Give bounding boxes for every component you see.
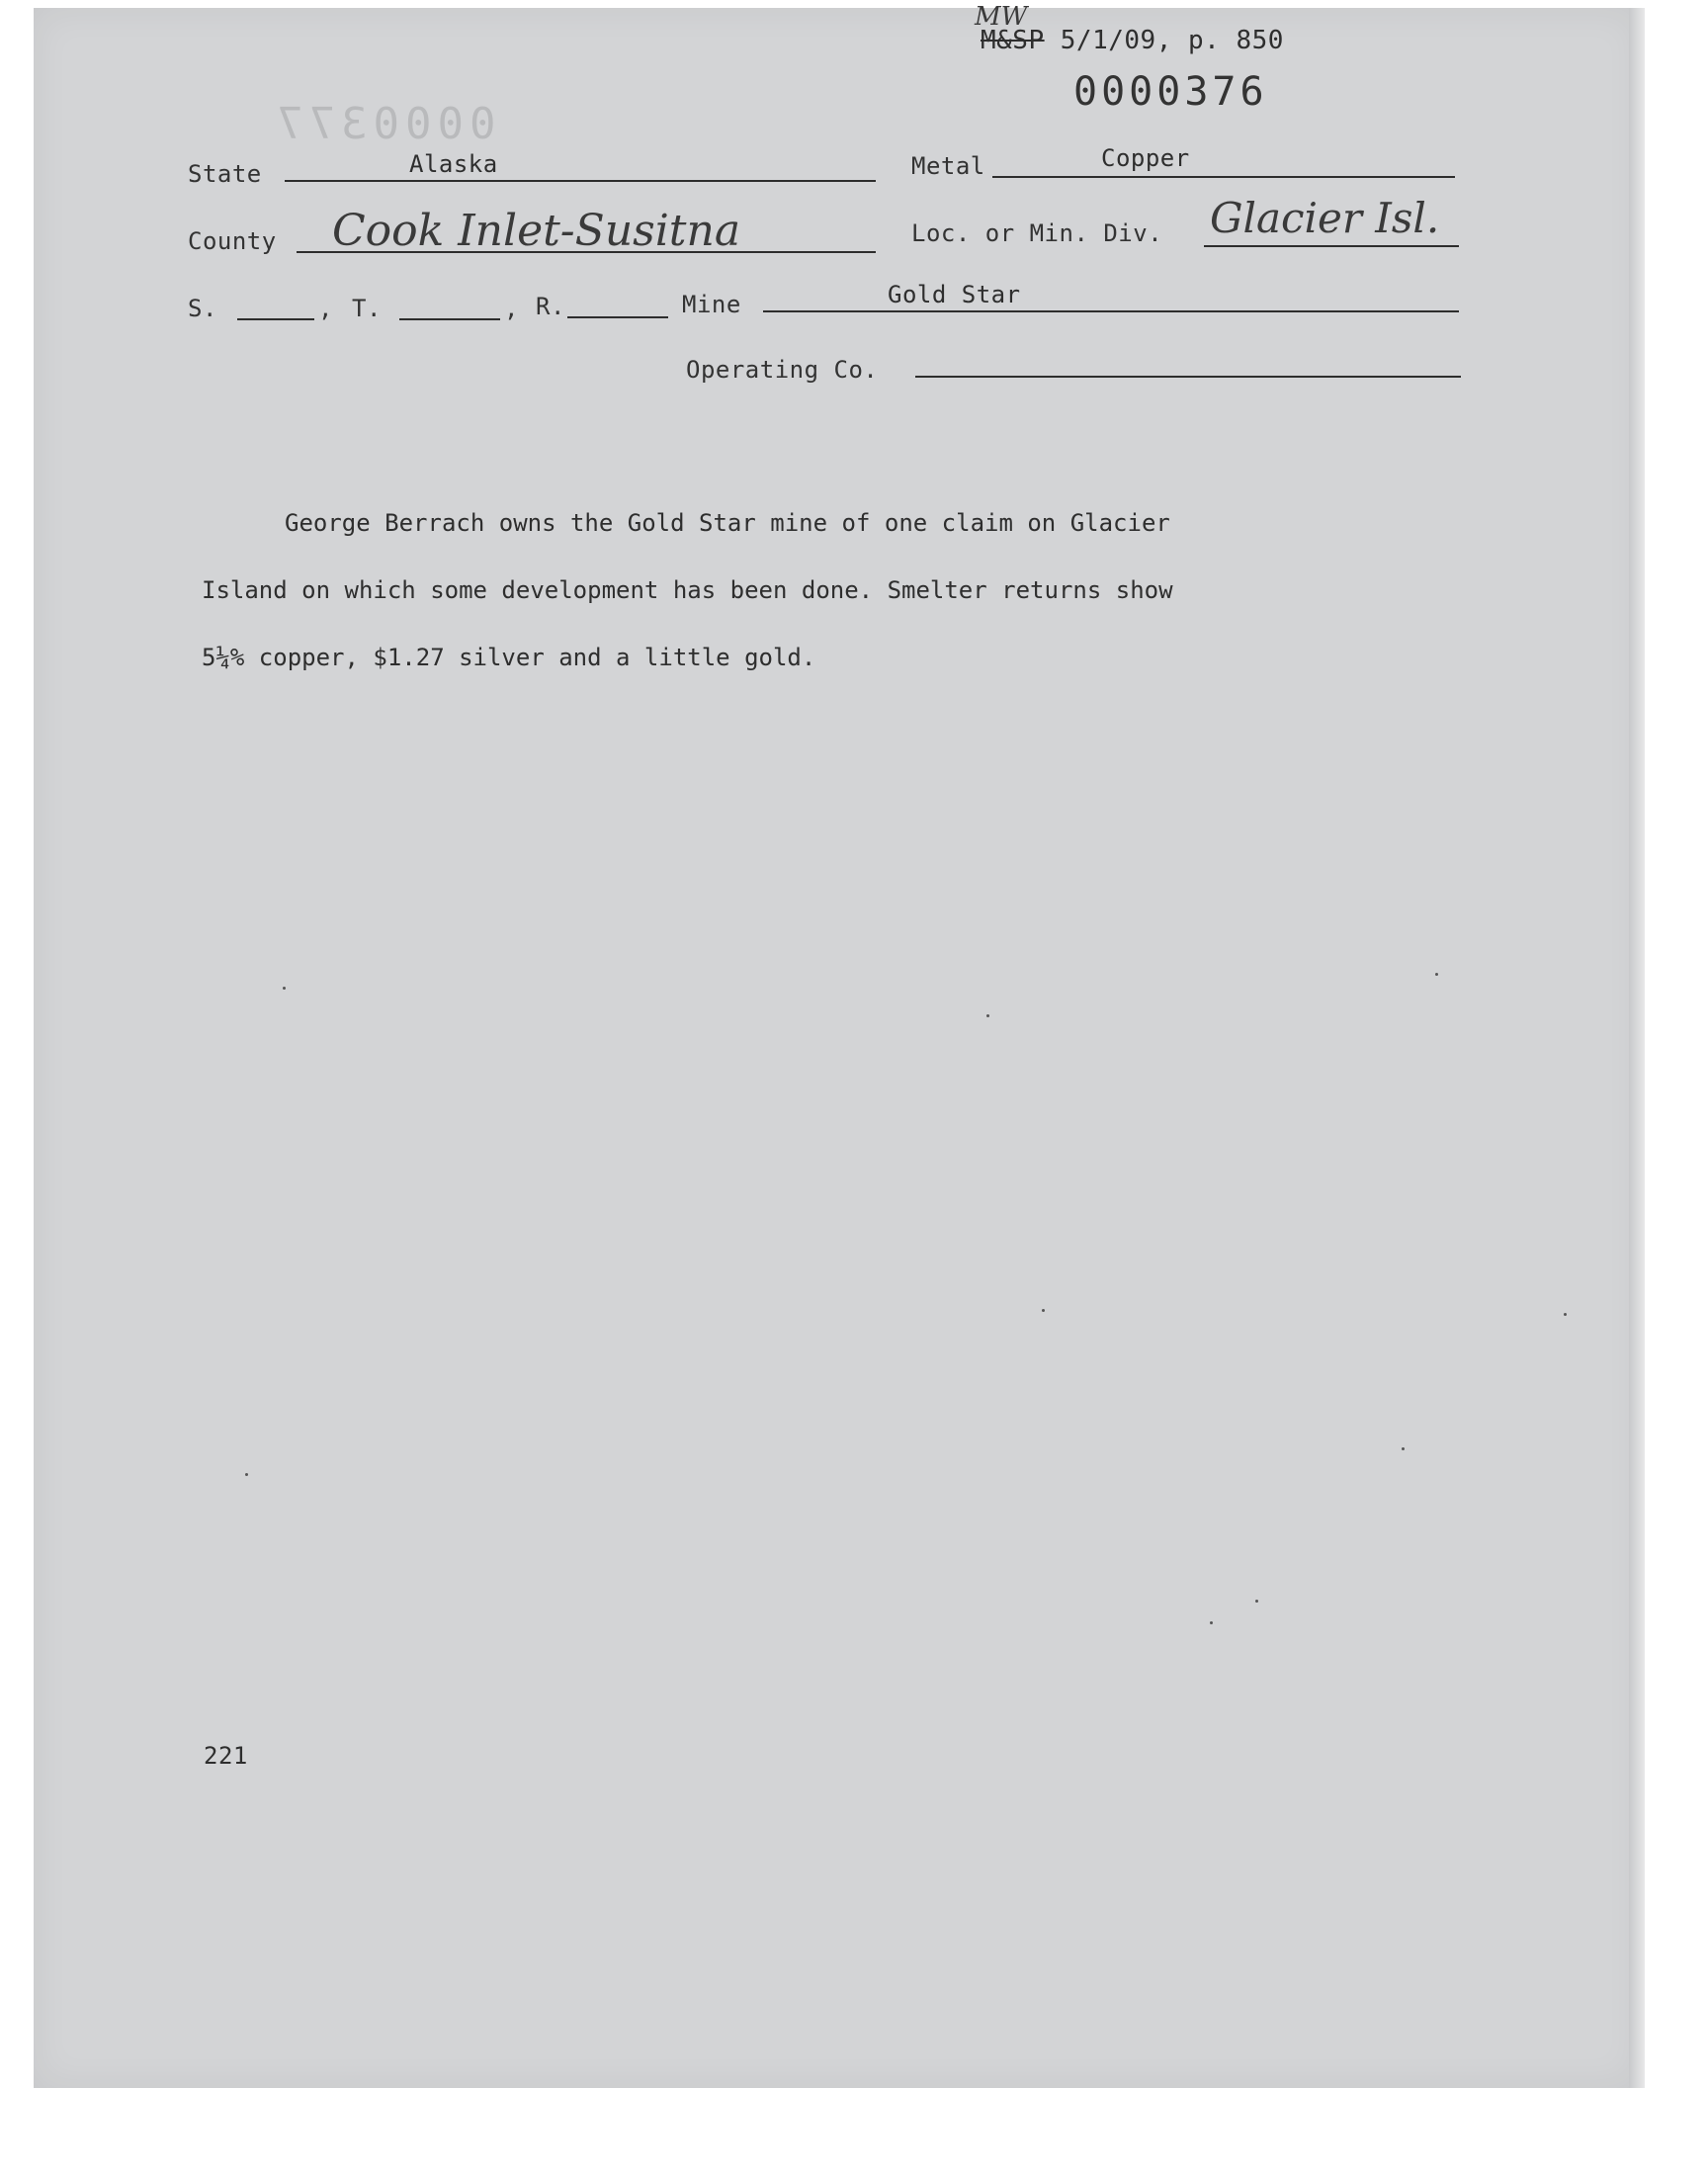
ghost-number: 0000377 [271,99,496,149]
document-number: 0000376 [1073,69,1268,115]
state-line [285,180,876,182]
township-label: T. [352,295,382,322]
scan-speck [283,987,286,990]
body-paragraph [202,473,1368,708]
operating-line [915,376,1461,378]
comma-1: , [318,295,333,322]
struck-source: M&SP [981,26,1045,55]
metal-line [992,176,1455,178]
scan-speck [1210,1621,1213,1624]
source-reference [981,26,1284,55]
division-value: Glacier Isl. [1210,194,1440,242]
range-label: R. [536,293,565,320]
scan-speck [1402,1447,1405,1450]
county-label: County [188,227,277,255]
metal-value: Copper [1101,144,1190,172]
scan-speck [1435,973,1438,976]
mine-value: Gold Star [888,281,1021,308]
range-line [567,316,668,318]
section-line [237,318,314,320]
body-line-2: Island on which some development has been done. Smelter returns show [202,576,1173,604]
division-label: Loc. or Min. Div. [911,219,1163,247]
township-line [399,318,500,320]
scan-speck [986,1014,989,1017]
scan-speck [1042,1309,1045,1312]
body-line-1: George Berrach owns the Gold Star mine of one claim on Glacier [285,509,1170,537]
metal-label: Metal [911,152,985,180]
state-value: Alaska [409,150,498,178]
source-date-page: 5/1/09, p. 850 [1060,26,1284,55]
mine-label: Mine [682,291,741,318]
mine-line [763,310,1459,312]
scan-speck [1564,1313,1567,1316]
body-line-3: 5¼% copper, $1.27 silver and a little gold. [202,644,816,671]
scan-speck [1255,1600,1258,1603]
page-number: 221 [204,1742,248,1770]
state-label: State [188,160,262,188]
county-value: Cook Inlet-Susitna [332,206,741,256]
initials: MW [975,2,1028,32]
comma-2: , [504,295,519,322]
section-label: S. [188,295,217,322]
document-page [34,2,1641,2088]
division-line [1204,245,1459,247]
scan-speck [245,1473,248,1476]
operating-label: Operating Co. [686,356,879,384]
